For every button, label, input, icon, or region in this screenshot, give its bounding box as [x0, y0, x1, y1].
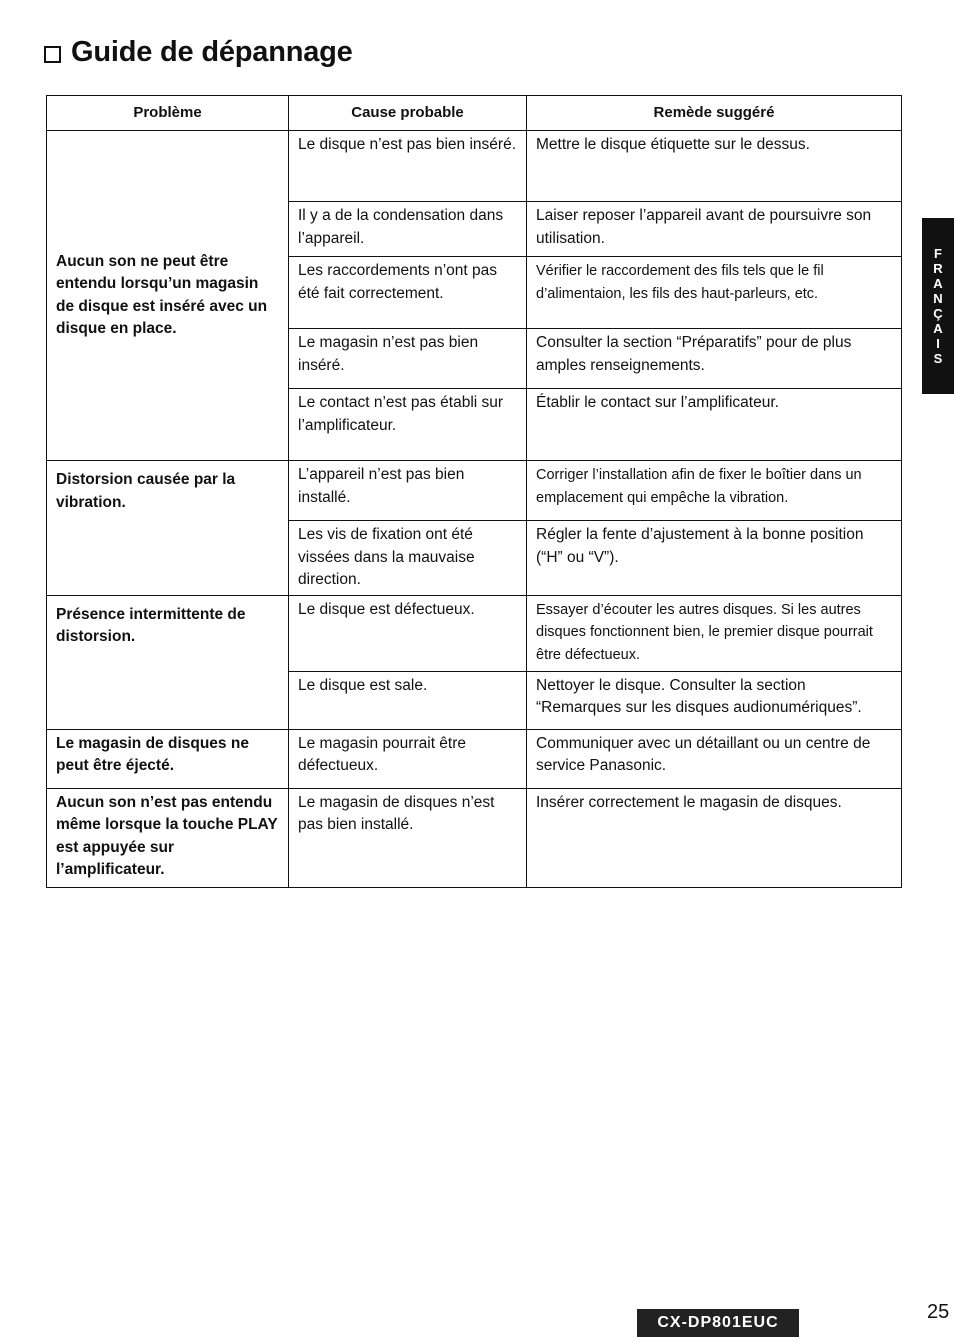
- cause-cell: Le disque est sale.: [289, 671, 527, 729]
- model-number-badge: CX-DP801EUC: [637, 1309, 799, 1337]
- page-title-text: Guide de dépannage: [71, 36, 353, 68]
- side-tab-letter: A: [933, 321, 943, 336]
- cause-cell: Le magasin n’est pas bien inséré.: [289, 329, 527, 389]
- side-tab-letter: I: [936, 336, 940, 351]
- remedy-cell: Vérifier le raccordement des fils tels que le fil d’alimentaion, les fils des haut-parleurs, etc.: [527, 257, 902, 329]
- cause-cell: Les raccordements n’ont pas été fait correctement.: [289, 257, 527, 329]
- remedy-cell: Essayer d’écouter les autres disques. Si les autres disques fonctionnent bien, le premier disque pourrait être défectueux.: [527, 595, 902, 671]
- remedy-cell: Insérer correctement le magasin de disques.: [527, 788, 902, 887]
- remedy-cell: Corriger l’installation afin de fixer le boîtier dans un emplacement qui empêche la vibration.: [527, 461, 902, 521]
- problem-cell: Présence intermittente de distorsion.: [47, 595, 289, 729]
- side-tab-letter: Ç: [933, 306, 943, 321]
- cause-cell: Le contact n’est pas établi sur l’amplificateur.: [289, 389, 527, 461]
- table-row: [47, 461, 902, 521]
- table-row: [47, 131, 902, 202]
- problem-cell: Aucun son n’est pas entendu même lorsque la touche PLAY est appuyée sur l’amplificateur.: [47, 788, 289, 887]
- remedy-cell: Consulter la section “Préparatifs” pour de plus amples renseignements.: [527, 329, 902, 389]
- cause-cell: Il y a de la condensation dans l’appareil.: [289, 202, 527, 257]
- remedy-cell: Mettre le disque étiquette sur le dessus.: [527, 131, 902, 202]
- checkbox-square-icon: [44, 46, 61, 63]
- language-side-tab: [922, 218, 954, 394]
- problem-cell: Distorsion causée par la vibration.: [47, 461, 289, 596]
- cause-cell: Le magasin pourrait être défectueux.: [289, 729, 527, 788]
- side-tab-letter: N: [933, 291, 943, 306]
- troubleshooting-table: [46, 95, 902, 888]
- header-cause: Cause probable: [289, 96, 527, 131]
- cause-cell: Le disque n’est pas bien inséré.: [289, 131, 527, 202]
- side-tab-letter: S: [933, 351, 943, 366]
- cause-cell: Le magasin de disques n’est pas bien installé.: [289, 788, 527, 887]
- cause-cell: Les vis de fixation ont été vissées dans la mauvaise direction.: [289, 521, 527, 596]
- problem-cell: Le magasin de disques ne peut être éjecté.: [47, 729, 289, 788]
- page-title: [44, 36, 353, 69]
- table-row: [47, 788, 902, 887]
- table-row: [47, 595, 902, 671]
- remedy-cell: Régler la fente d’ajustement à la bonne position (“H” ou “V”).: [527, 521, 902, 596]
- page-number: 25: [927, 1301, 950, 1323]
- remedy-cell: Laiser reposer l’appareil avant de poursuivre son utilisation.: [527, 202, 902, 257]
- problem-cell: Aucun son ne peut être entendu lorsqu’un magasin de disque est inséré avec un disque en place.: [47, 131, 289, 461]
- cause-cell: Le disque est défectueux.: [289, 595, 527, 671]
- remedy-cell: Établir le contact sur l’amplificateur.: [527, 389, 902, 461]
- side-tab-letter: A: [933, 276, 943, 291]
- side-tab-letter: R: [933, 261, 943, 276]
- remedy-cell: Nettoyer le disque. Consulter la section “Remarques sur les disques audionumériques”.: [527, 671, 902, 729]
- table-row: [47, 729, 902, 788]
- remedy-cell: Communiquer avec un détaillant ou un centre de service Panasonic.: [527, 729, 902, 788]
- header-remedy: Remède suggéré: [527, 96, 902, 131]
- cause-cell: L’appareil n’est pas bien installé.: [289, 461, 527, 521]
- side-tab-letter: F: [934, 246, 942, 261]
- header-problem: Problème: [47, 96, 289, 131]
- table-header-row: [47, 96, 902, 131]
